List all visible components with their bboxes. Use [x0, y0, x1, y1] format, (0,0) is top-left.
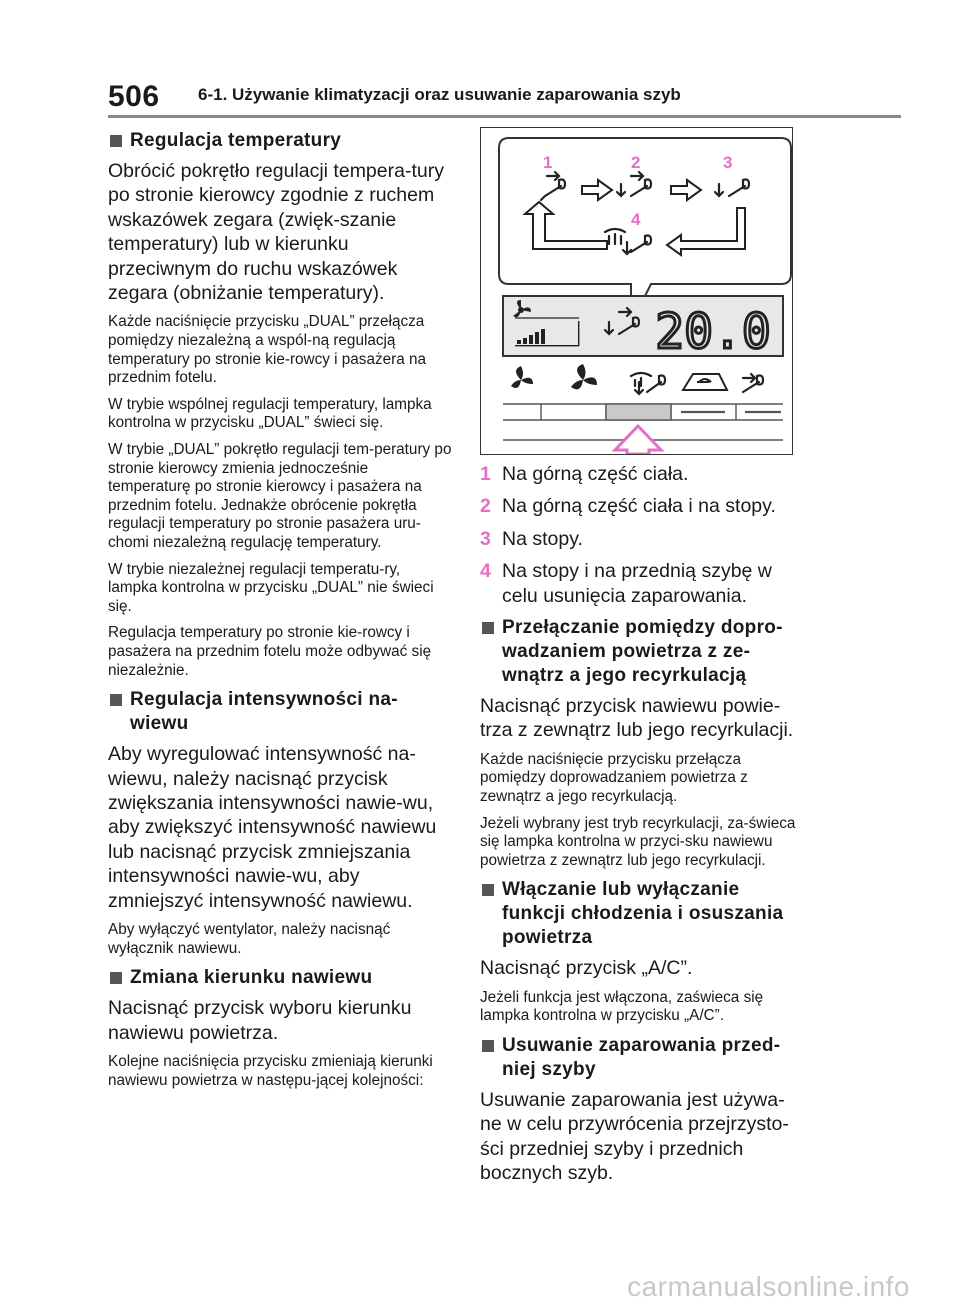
chapter-title: 6-1. Używanie klimatyzacji oraz usuwanie zaparowania szyb [198, 85, 681, 104]
temperature-note: W trybie wspólnej regulacji temperatury, lampka kontrolna w przycisku „DUAL” świeci się. [108, 395, 432, 432]
ac-vent-button[interactable] [743, 374, 763, 392]
section-heading-direction: Zmiana kierunku nawiewu [108, 966, 453, 990]
direction-body: Nacisnąć przycisk wyboru kierunku nawiewu powietrza. [108, 997, 412, 1044]
section-heading-defrost: Usuwanie zaparowania przed-niej szyby [480, 1034, 805, 1082]
mode-label-4: 4 [631, 210, 641, 229]
fan-note: Aby wyłączyć wentylator, należy nacisnąć wyłącznik nawiewu. [108, 920, 391, 957]
temperature-readout: 20.0 [655, 304, 771, 360]
temperature-note: Regulacja temperatury po stronie kie-rowcy i pasażera na przednim fotelu może odbywać się niezależnie. [108, 624, 432, 679]
list-item: 4 Na stopy i na przednią szybę w celu usunięcia zaparowania. [480, 560, 772, 607]
climate-panel-figure [480, 127, 793, 455]
recirculation-note: Jeżeli wybrany jest tryb recyrkulacji, za-świeca się lampka kontrolna w przyci-sku nawiewu powietrza z zewnątrz lub jego recyrkulacji. [480, 814, 796, 869]
mode-label-3: 3 [723, 153, 733, 172]
temperature-body: Obrócić pokrętło regulacji tempera-tury po stronie kierowcy zgodnie z ruchem wskazówek zegara (zwięk-szanie temperatury) lub w kierunku przeciwnym do ruchu wskazówek zegara (obniżanie temperatury). [108, 160, 444, 305]
mode-label-2: 2 [631, 153, 641, 172]
page-number: 506 [108, 80, 160, 113]
recirculation-button[interactable] [683, 374, 727, 390]
temperature-note: W trybie „DUAL” pokrętło regulacji tem-peratury po stronie kierowcy zmienia jednocześnie temperaturę po stronie kierowcy i pasażera na przednim fotelu. Jednakże obrócenie pokrętła regulacji temperatury po stronie pasażera uru-chomi niezależną regulację temperatury. [108, 441, 452, 551]
page-header [108, 70, 901, 118]
left-column [108, 125, 453, 1098]
list-item: 2 Na górną część ciała i na stopy. [480, 495, 776, 518]
temperature-note: W trybie niezależnej regulacji temperatu-ry, lampka kontrolna w przycisku „DUAL” nie świeci się. [108, 560, 434, 615]
right-column [480, 462, 805, 1194]
fan-body: Aby wyregulować intensywność na-wiewu, należy nacisnąć przycisk zwiększania intensywności nawie-wu, aby zwiększyć intensywność nawiewu lub nacisnąć przycisk zmniejszania intensywności nawie-wu, aby zmniejszyć intensywność nawiewu. [108, 743, 437, 912]
section-heading-fan: Regulacja intensywności na-wiewu [108, 688, 453, 736]
ac-note: Jeżeli funkcja jest włączona, zaświeca się lampka kontrolna w przycisku „A/C”. [480, 988, 764, 1025]
watermark: carmanualsonline.info [627, 1271, 910, 1302]
list-item: 1 Na górną część ciała. [480, 463, 689, 485]
section-heading-ac: Włączanie lub wyłączanie funkcji chłodzenia i osuszania powietrza [480, 878, 805, 950]
fan-up-button[interactable] [571, 364, 597, 389]
recirculation-note: Każde naciśnięcie przycisku przełącza pomiędzy doprowadzaniem powietrza z zewnątrz a jego recyrkulacją. [480, 750, 748, 806]
temperature-note: Każde naciśnięcie przycisku „DUAL” przełącza pomiędzy niezależną a wspól-ną regulacją temperatury po stronie kie-rowcy i pasażera na przednim fotelu. [108, 313, 426, 387]
section-heading-temperature: Regulacja temperatury [108, 129, 453, 153]
fan-down-button[interactable] [511, 366, 533, 388]
section-heading-recirculation: Przełączanie pomiędzy dopro-wadzaniem powietrza z ze-wnątrz a jego recyrkulacją [480, 616, 805, 688]
direction-note: Kolejne naciśnięcia przycisku zmieniają kierunki nawiewu powietrza w następu-jącej kolejności: [108, 1052, 433, 1089]
list-item: 3 Na stopy. [480, 527, 583, 550]
ac-body: Nacisnąć przycisk „A/C”. [480, 957, 693, 980]
header-rule [108, 115, 901, 118]
defrost-body: Usuwanie zaparowania jest używa-ne w celu przywrócenia przejrzysto-ści przedniej szyby i przednich bocznych szyb. [480, 1089, 789, 1185]
climate-panel-svg [481, 128, 792, 454]
mode-select-button[interactable] [631, 373, 665, 394]
recirculation-body: Nacisnąć przycisk nawiewu powie-trza z zewnątrz lub jego recyrkulacji. [480, 695, 794, 742]
mode-label-1: 1 [543, 153, 553, 172]
